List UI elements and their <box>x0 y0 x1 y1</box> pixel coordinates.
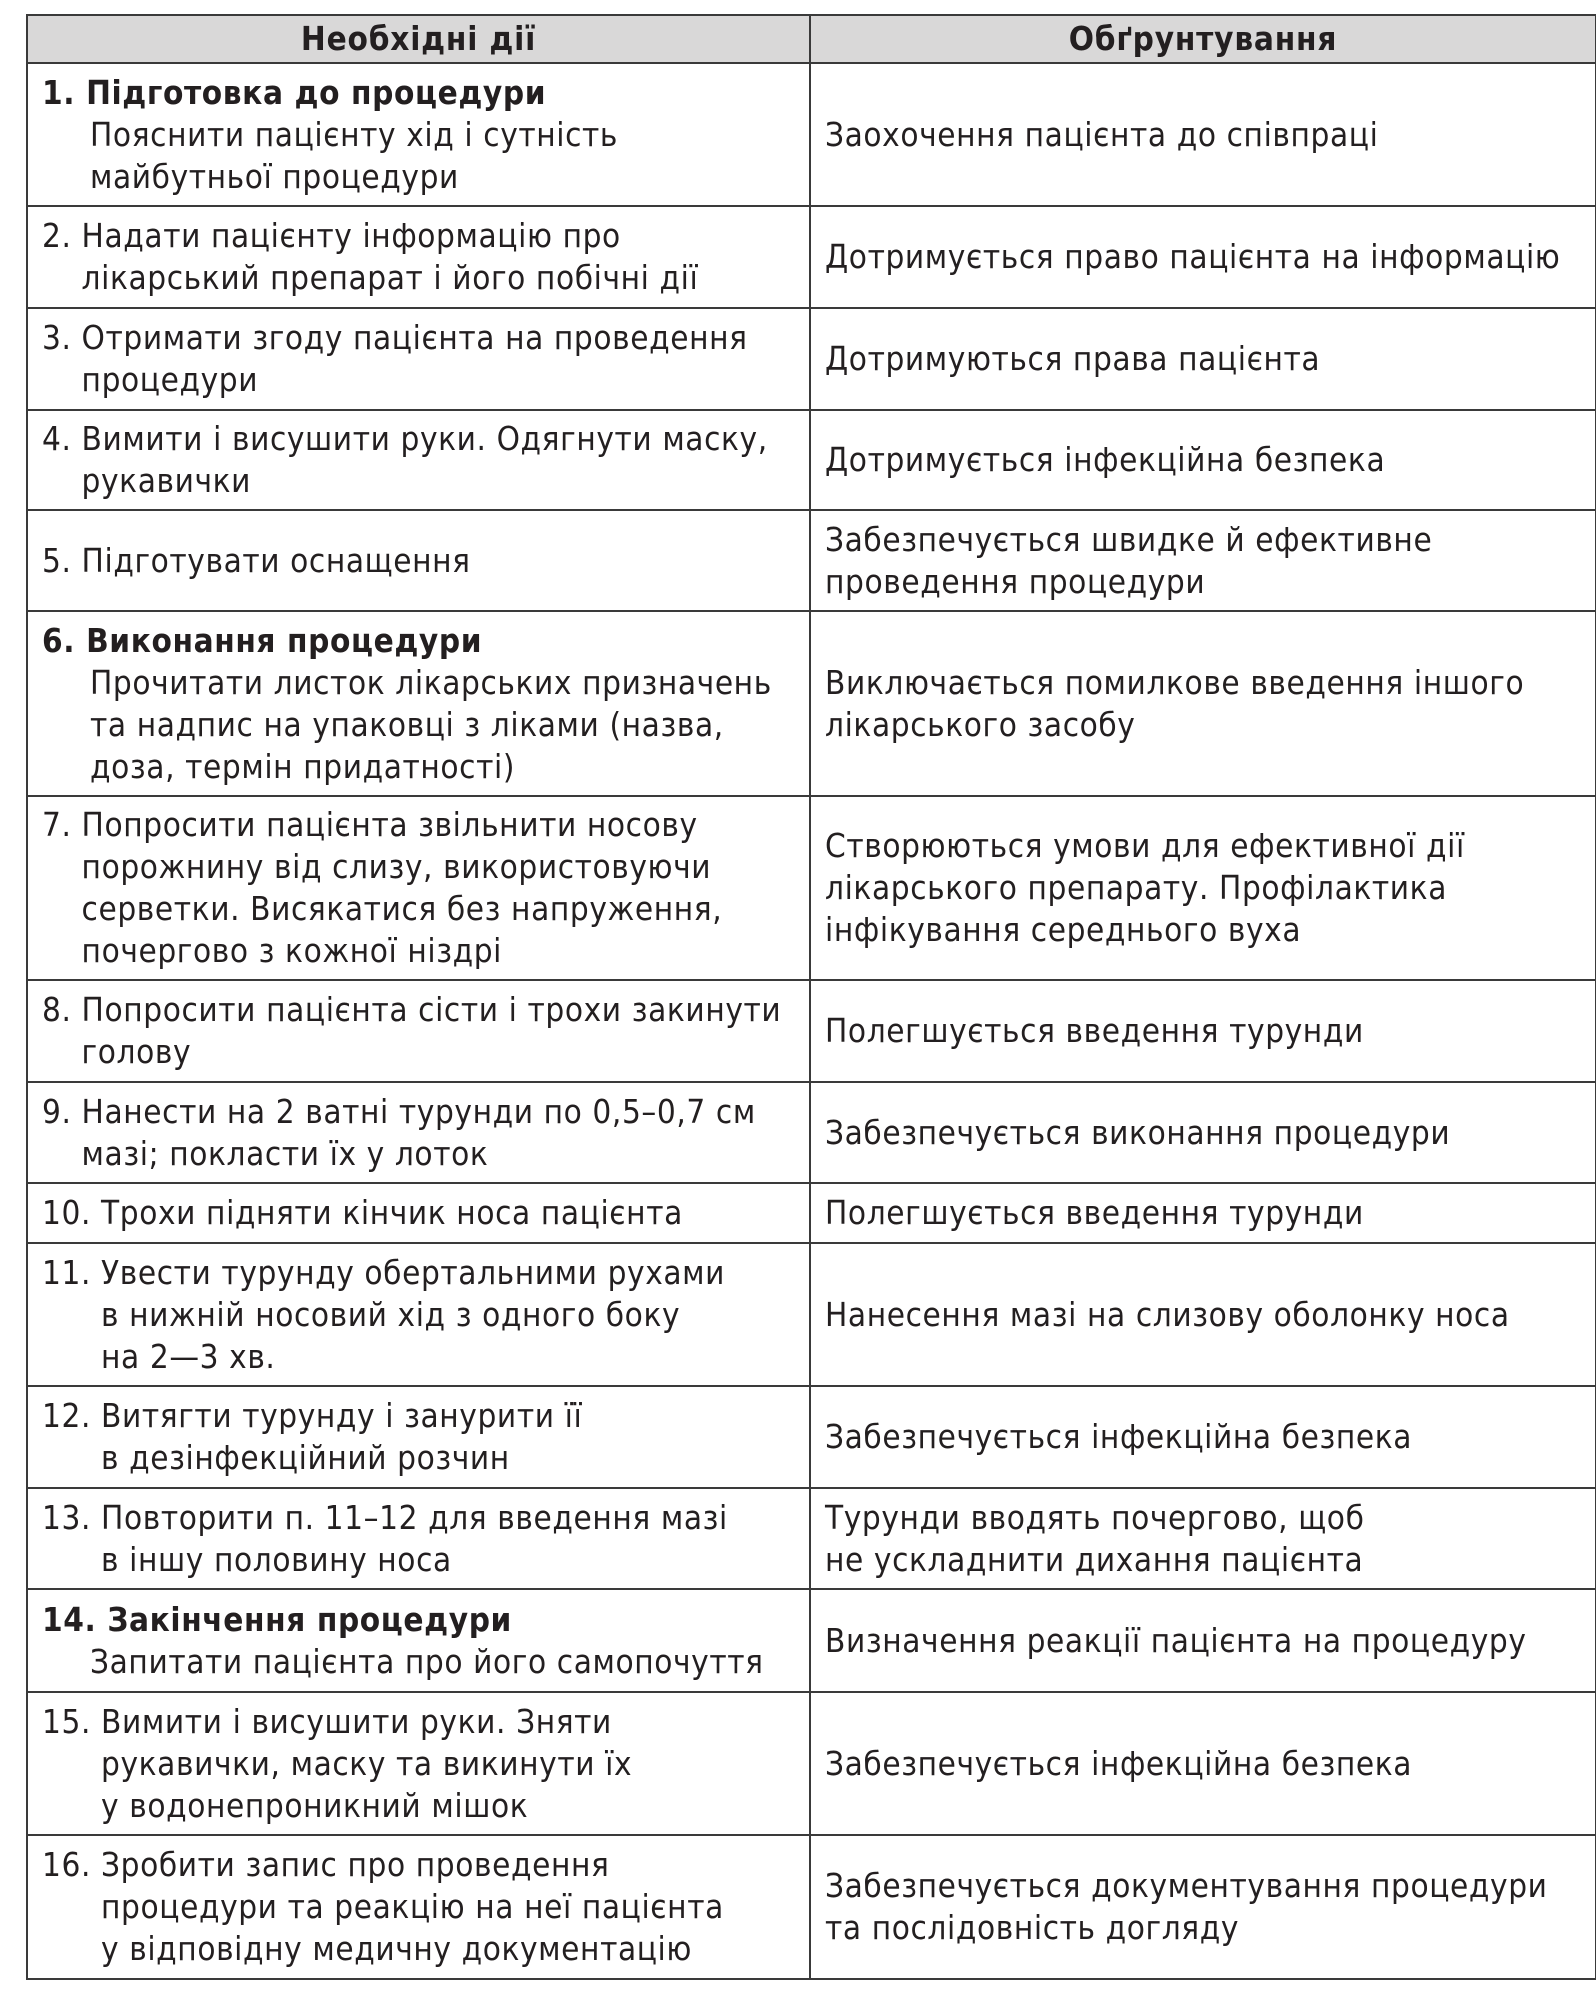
table-row <box>27 980 1596 1082</box>
step-number: 2. <box>42 216 72 255</box>
rationale-cell: Визначення реакції пацієнта на процедуру <box>810 1589 1596 1692</box>
step-number: 11. <box>42 1252 91 1292</box>
table-row <box>27 510 1596 611</box>
step-number: 4. <box>42 419 72 458</box>
action-text: Попросити пацієнта звільнити носову порожнину від слизу, використовуючи серветки. Висякатися без напруження, почергово з кожної ніздрі <box>81 805 723 970</box>
action-cell <box>27 980 810 1082</box>
step-number: 15. <box>42 1701 91 1741</box>
table-row <box>27 1589 1596 1692</box>
rationale-cell: Забезпечується швидке й ефективне проведення процедури <box>810 510 1596 611</box>
table-row <box>27 1386 1596 1488</box>
rationale-cell: Створюються умови для ефективної дії лікарського препарату. Профілактика інфікування середнього вуха <box>810 796 1596 980</box>
action-text: Прочитати листок лікарських призначень та надпис на упаковці з ліками (назва, доза, термін придатності) <box>90 662 772 786</box>
stage-heading <box>42 1599 799 1641</box>
action-cell <box>27 1835 810 1979</box>
action-text: Пояснити пацієнту хід і сутність майбутньої процедури <box>90 114 619 196</box>
step-number: 12. <box>42 1396 91 1435</box>
stage-heading <box>42 72 799 114</box>
table-row <box>27 1692 1596 1835</box>
action-text: Підготувати оснащення <box>81 540 471 580</box>
action-text: Надати пацієнту інформацію про лікарський препарат і його побічні дії <box>81 216 699 297</box>
step-number: 1. <box>42 72 76 112</box>
table-row <box>27 206 1596 308</box>
table-row <box>27 1488 1596 1589</box>
action-cell <box>27 510 810 611</box>
stage-title: Підготовка до процедури <box>86 72 547 112</box>
action-cell <box>27 1692 810 1835</box>
action-cell <box>27 1082 810 1183</box>
rationale-cell: Полегшується введення турунди <box>810 980 1596 1082</box>
action-text: Увести турунду обертальними рухами в нижній носовий хід з одного боку на 2—3 хв. <box>101 1252 726 1376</box>
action-cell <box>27 1488 810 1589</box>
step-number: 13. <box>42 1497 91 1537</box>
step-number: 6. <box>42 620 76 660</box>
step-number: 16. <box>42 1845 91 1884</box>
rationale-cell: Нанесення мазі на слизову оболонку носа <box>810 1243 1596 1386</box>
stage-heading <box>42 620 799 662</box>
table-row <box>27 63 1596 206</box>
rationale-cell: Забезпечується інфекційна безпека <box>810 1692 1596 1835</box>
rationale-cell: Заохочення пацієнта до співпраці <box>810 63 1596 206</box>
table-row <box>27 1082 1596 1183</box>
table-row <box>27 410 1596 510</box>
header-row <box>27 15 1596 63</box>
action-cell <box>27 1243 810 1386</box>
action-text: Отримати згоду пацієнта на проведення процедури <box>81 318 748 399</box>
step-number: 3. <box>42 318 72 357</box>
rationale-cell: Турунди вводять почергово, щоб не ускладнити дихання пацієнта <box>810 1488 1596 1589</box>
action-text: Зробити запис про проведення процедури та реакцію на неї пацієнта у відповідну медичну документацію <box>101 1845 724 1968</box>
rationale-cell: Дотримується інфекційна безпека <box>810 410 1596 510</box>
action-text: Вимити і висушити руки. Зняти рукавички, маску та викинути їх у водонепроникний мішок <box>101 1701 633 1825</box>
table-row <box>27 308 1596 410</box>
stage-title: Закінчення процедури <box>107 1599 512 1639</box>
rationale-cell: Забезпечується документування процедури та послідовність догляду <box>810 1835 1596 1979</box>
action-text: Вимити і висушити руки. Одягнути маску, рукавички <box>81 419 768 500</box>
action-text: Витягти турунду і занурити її в дезінфекційний розчин <box>101 1396 583 1477</box>
action-text: Попросити пацієнта сісти і трохи закинути голову <box>81 990 782 1071</box>
table-row <box>27 611 1596 796</box>
action-cell <box>27 308 810 410</box>
stage-title: Виконання процедури <box>86 620 483 660</box>
action-cell <box>27 1183 810 1243</box>
step-number: 7. <box>42 805 72 844</box>
action-cell <box>27 796 810 980</box>
header-actions: Необхідні дії <box>27 15 810 63</box>
action-text: Повторити п. 11–12 для введення мазі в іншу половину носа <box>101 1497 728 1579</box>
rationale-cell: Забезпечується інфекційна безпека <box>810 1386 1596 1488</box>
table-row <box>27 1243 1596 1386</box>
action-cell <box>27 1386 810 1488</box>
rationale-cell: Забезпечується виконання процедури <box>810 1082 1596 1183</box>
action-cell <box>27 206 810 308</box>
action-cell <box>27 1589 810 1692</box>
action-text: Нанести на 2 ватні турунди по 0,5–0,7 см мазі; покласти їх у лоток <box>81 1091 756 1173</box>
procedure-table <box>26 14 1596 1980</box>
rationale-cell: Дотримуються права пацієнта <box>810 308 1596 410</box>
table-row <box>27 1835 1596 1979</box>
table-row <box>27 1183 1596 1243</box>
table-row <box>27 796 1596 980</box>
action-cell <box>27 63 810 206</box>
rationale-cell: Дотримується право пацієнта на інформацію <box>810 206 1596 308</box>
action-cell <box>27 410 810 510</box>
step-number: 10. <box>42 1193 91 1232</box>
header-rationale: Обґрунтування <box>810 15 1596 63</box>
step-number: 14. <box>42 1599 97 1639</box>
step-number: 9. <box>42 1091 72 1131</box>
rationale-cell: Виключається помилкове введення іншого лікарського засобу <box>810 611 1596 796</box>
rationale-cell: Полегшується введення турунди <box>810 1183 1596 1243</box>
step-number: 5. <box>42 540 72 580</box>
action-text: Трохи підняти кінчик носа пацієнта <box>101 1193 683 1232</box>
step-number: 8. <box>42 990 72 1029</box>
action-text: Запитати пацієнта про його самопочуття <box>90 1641 764 1681</box>
action-cell <box>27 611 810 796</box>
